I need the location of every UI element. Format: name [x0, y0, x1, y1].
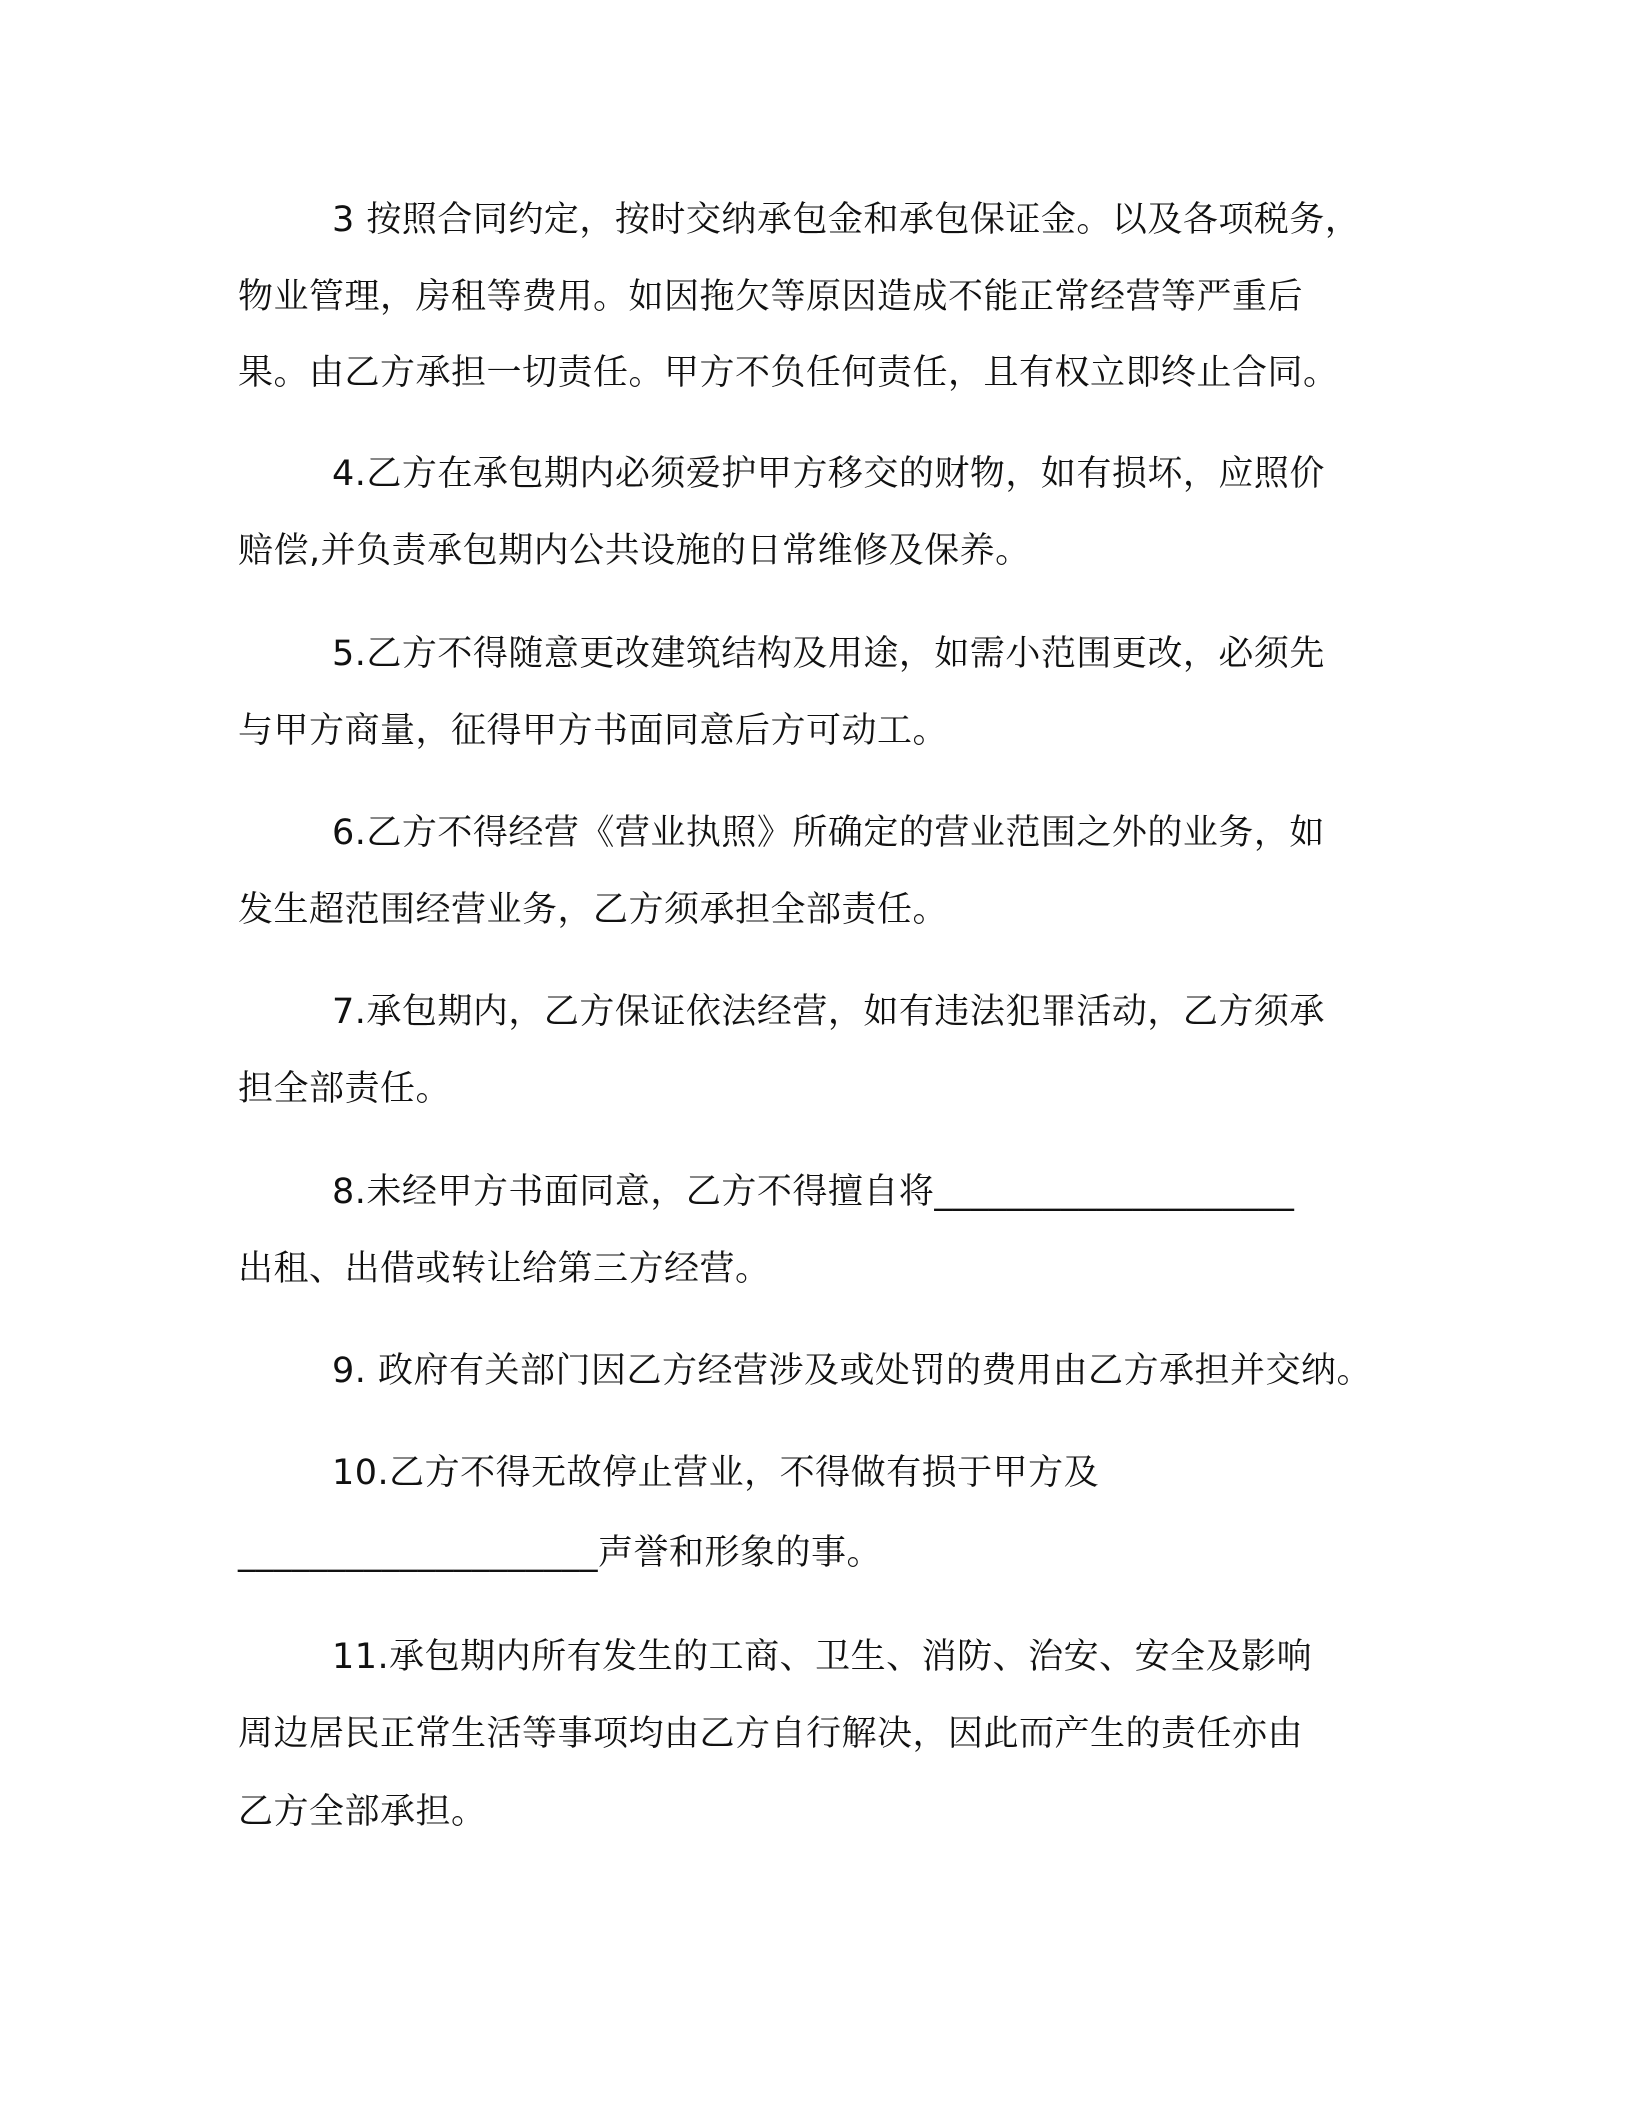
paragraph-7-line-1: 7.承包期内，乙方保证依法经营，如有违法犯罪活动，乙方须承 — [332, 992, 1325, 1032]
paragraph-3-line-1: 3 按照合同约定，按时交纳承包金和承包保证金。以及各项税务， — [332, 200, 1361, 240]
paragraph-3-line-2: 物业管理，房租等费用。如因拖欠等原因造成不能正常经营等严重后 — [238, 277, 1304, 317]
paragraph-6-line-2: 发生超范围经营业务，乙方须承担全部责任。 — [238, 890, 949, 930]
paragraph-6-line-1: 6.乙方不得经营《营业执照》所确定的营业范围之外的业务，如 — [332, 813, 1325, 853]
paragraph-10-line-2: ____________________声誉和形象的事。 — [238, 1533, 883, 1573]
paragraph-4-line-1: 4.乙方在承包期内必须爱护甲方移交的财物，如有损坏，应照价 — [332, 454, 1325, 494]
paragraph-3-line-3: 果。由乙方承担一切责任。甲方不负任何责任，且有权立即终止合同。 — [238, 353, 1339, 393]
paragraph-8-line-2: 出租、出借或转让给第三方经营。 — [238, 1249, 771, 1289]
paragraph-10-line-1: 10.乙方不得无故停止营业，不得做有损于甲方及 — [332, 1453, 1100, 1493]
paragraph-11-line-3: 乙方全部承担。 — [238, 1792, 487, 1832]
paragraph-5-line-2: 与甲方商量，征得甲方书面同意后方可动工。 — [238, 711, 949, 751]
paragraph-5-line-1: 5.乙方不得随意更改建筑结构及用途，如需小范围更改，必须先 — [332, 634, 1325, 674]
paragraph-11-line-1: 11.承包期内所有发生的工商、卫生、消防、治安、安全及影响 — [332, 1637, 1313, 1677]
paragraph-4-line-2: 赔偿,并负责承包期内公共设施的日常维修及保养。 — [238, 531, 1031, 571]
paragraph-8-line-1: 8.未经甲方书面同意，乙方不得擅自将____________________ — [332, 1172, 1295, 1212]
paragraph-9-line-1: 9. 政府有关部门因乙方经营涉及或处罚的费用由乙方承担并交纳。 — [332, 1351, 1373, 1391]
paragraph-7-line-2: 担全部责任。 — [238, 1069, 452, 1109]
paragraph-11-line-2: 周边居民正常生活等事项均由乙方自行解决，因此而产生的责任亦由 — [238, 1714, 1304, 1754]
